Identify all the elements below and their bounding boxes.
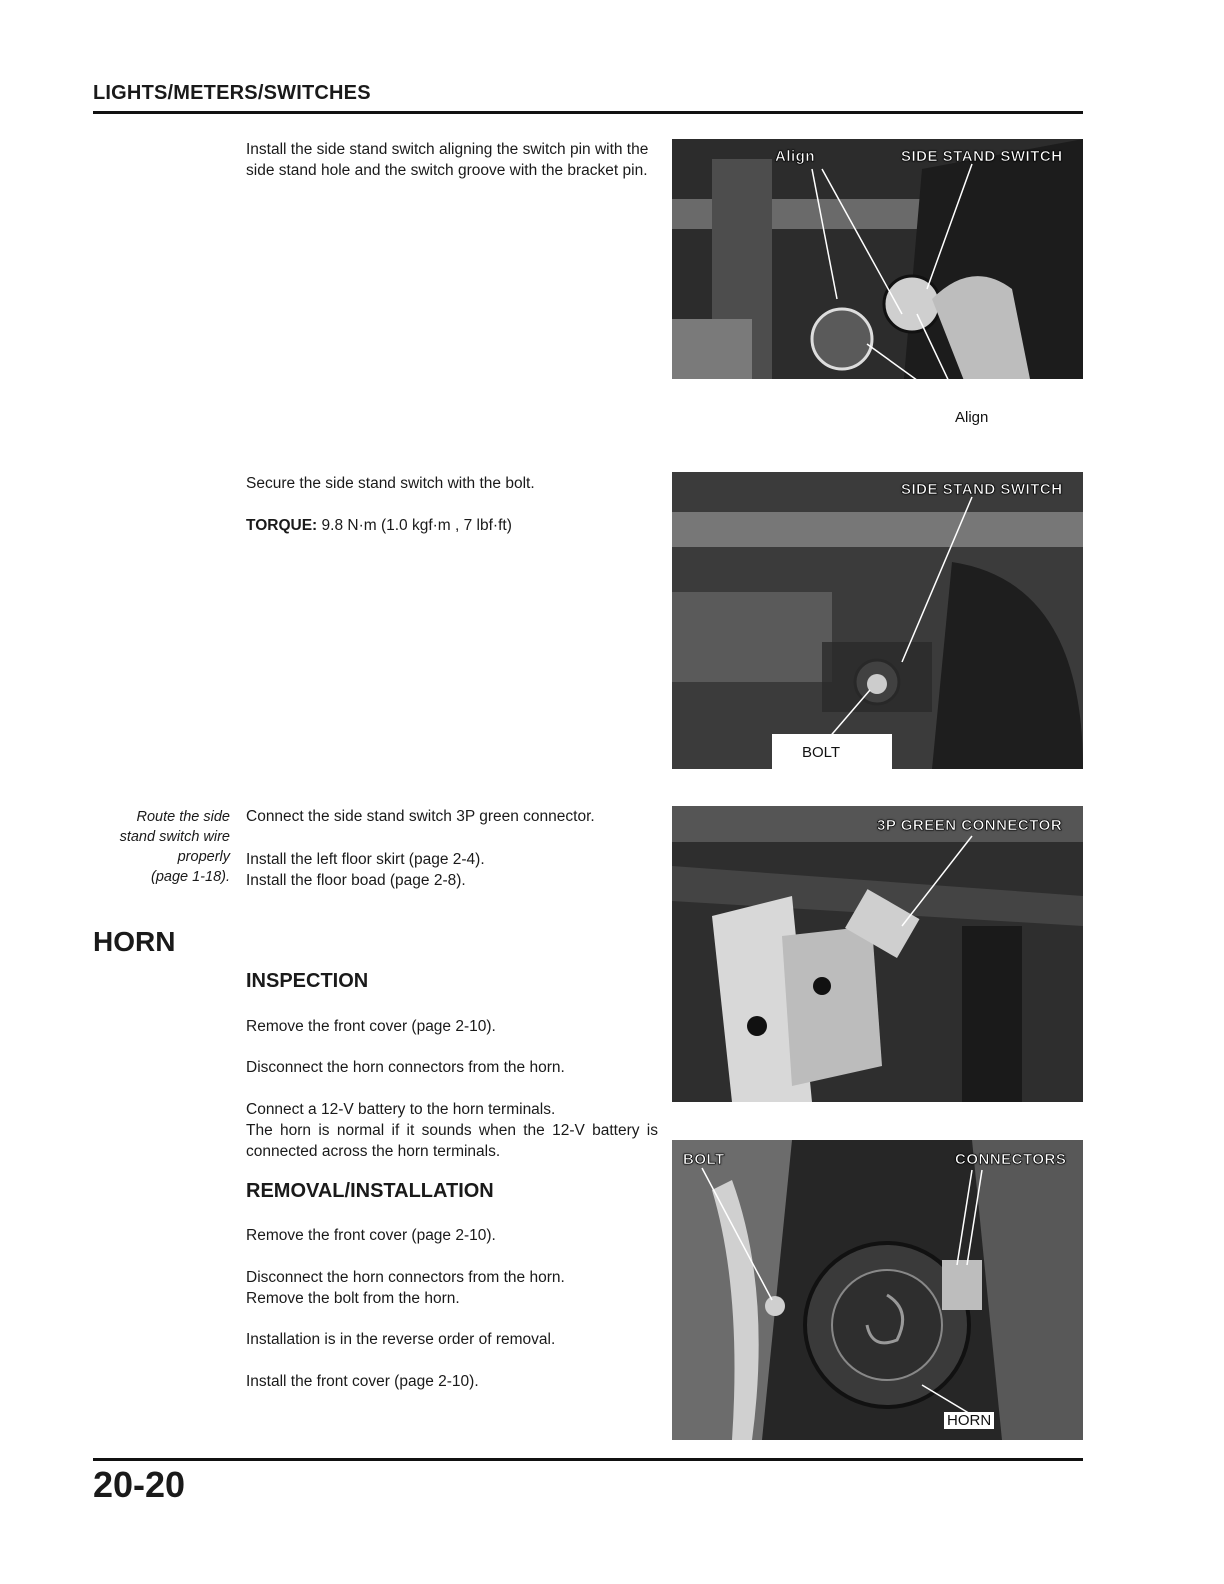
step1-text: Install the side stand switch aligning the switch pin with the side stand hole and the switch groove with the bracket pin. [246,141,649,179]
footer-rule [93,1458,1083,1461]
removal-p3: Installation is in the reverse order of removal. [246,1331,556,1348]
inspection-p3b: The horn is normal if it sounds when the 12-V battery is connected across the horn terminals. [246,1122,658,1160]
header-rule [93,111,1083,114]
side-note-wire-routing: Route the side stand switch wire properly (page 1-18). [119,809,230,885]
torque-label: TORQUE: [246,517,318,534]
horn-title: HORN [93,926,176,957]
bolt-label-2: BOLT [683,1151,725,1168]
removal-p4: Install the front cover (page 2-10). [246,1373,479,1390]
connectors-label: CONNECTORS [955,1151,1067,1168]
align-label-top: Align [775,148,815,165]
step3-line1: Connect the side stand switch 3P green connector. [246,808,595,825]
horn-photo [672,1140,1083,1440]
removal-p2a: Disconnect the horn connectors from the horn. [246,1269,565,1286]
inspection-p1: Remove the front cover (page 2-10). [246,1018,496,1035]
side-stand-switch-label-1: SIDE STAND SWITCH [901,148,1063,165]
side-stand-switch-label-2: SIDE STAND SWITCH [901,481,1063,498]
horn-label: HORN [944,1412,994,1429]
section-title: LIGHTS/METERS/SWITCHES [93,82,371,104]
inspection-p2: Disconnect the horn connectors from the horn. [246,1059,565,1076]
removal-p1: Remove the front cover (page 2-10). [246,1227,496,1244]
inspection-p3a: Connect a 12-V battery to the horn terminals. [246,1101,556,1118]
step3-line3: Install the floor boad (page 2-8). [246,872,466,889]
step3-line2: Install the left floor skirt (page 2-4). [246,851,485,868]
removal-p2b: Remove the bolt from the horn. [246,1290,460,1307]
page-number: 20-20 [93,1464,186,1505]
torque-spec [246,515,658,536]
green-connector-photo [672,806,1083,1102]
green-connector-label: 3P GREEN CONNECTOR [877,817,1063,834]
bolt-label-1: BOLT [802,744,841,761]
torque-value: 9.8 N·m (1.0 kgf·m , 7 lbf·ft) [321,517,512,534]
step2-text: Secure the side stand switch with the bolt. [246,475,535,492]
inspection-title: INSPECTION [246,970,369,992]
removal-title: REMOVAL/INSTALLATION [246,1180,494,1202]
side-stand-switch-align-photo [672,139,1083,426]
side-stand-switch-bolt-photo [672,472,1083,769]
align-label-bottom: Align [955,409,989,426]
